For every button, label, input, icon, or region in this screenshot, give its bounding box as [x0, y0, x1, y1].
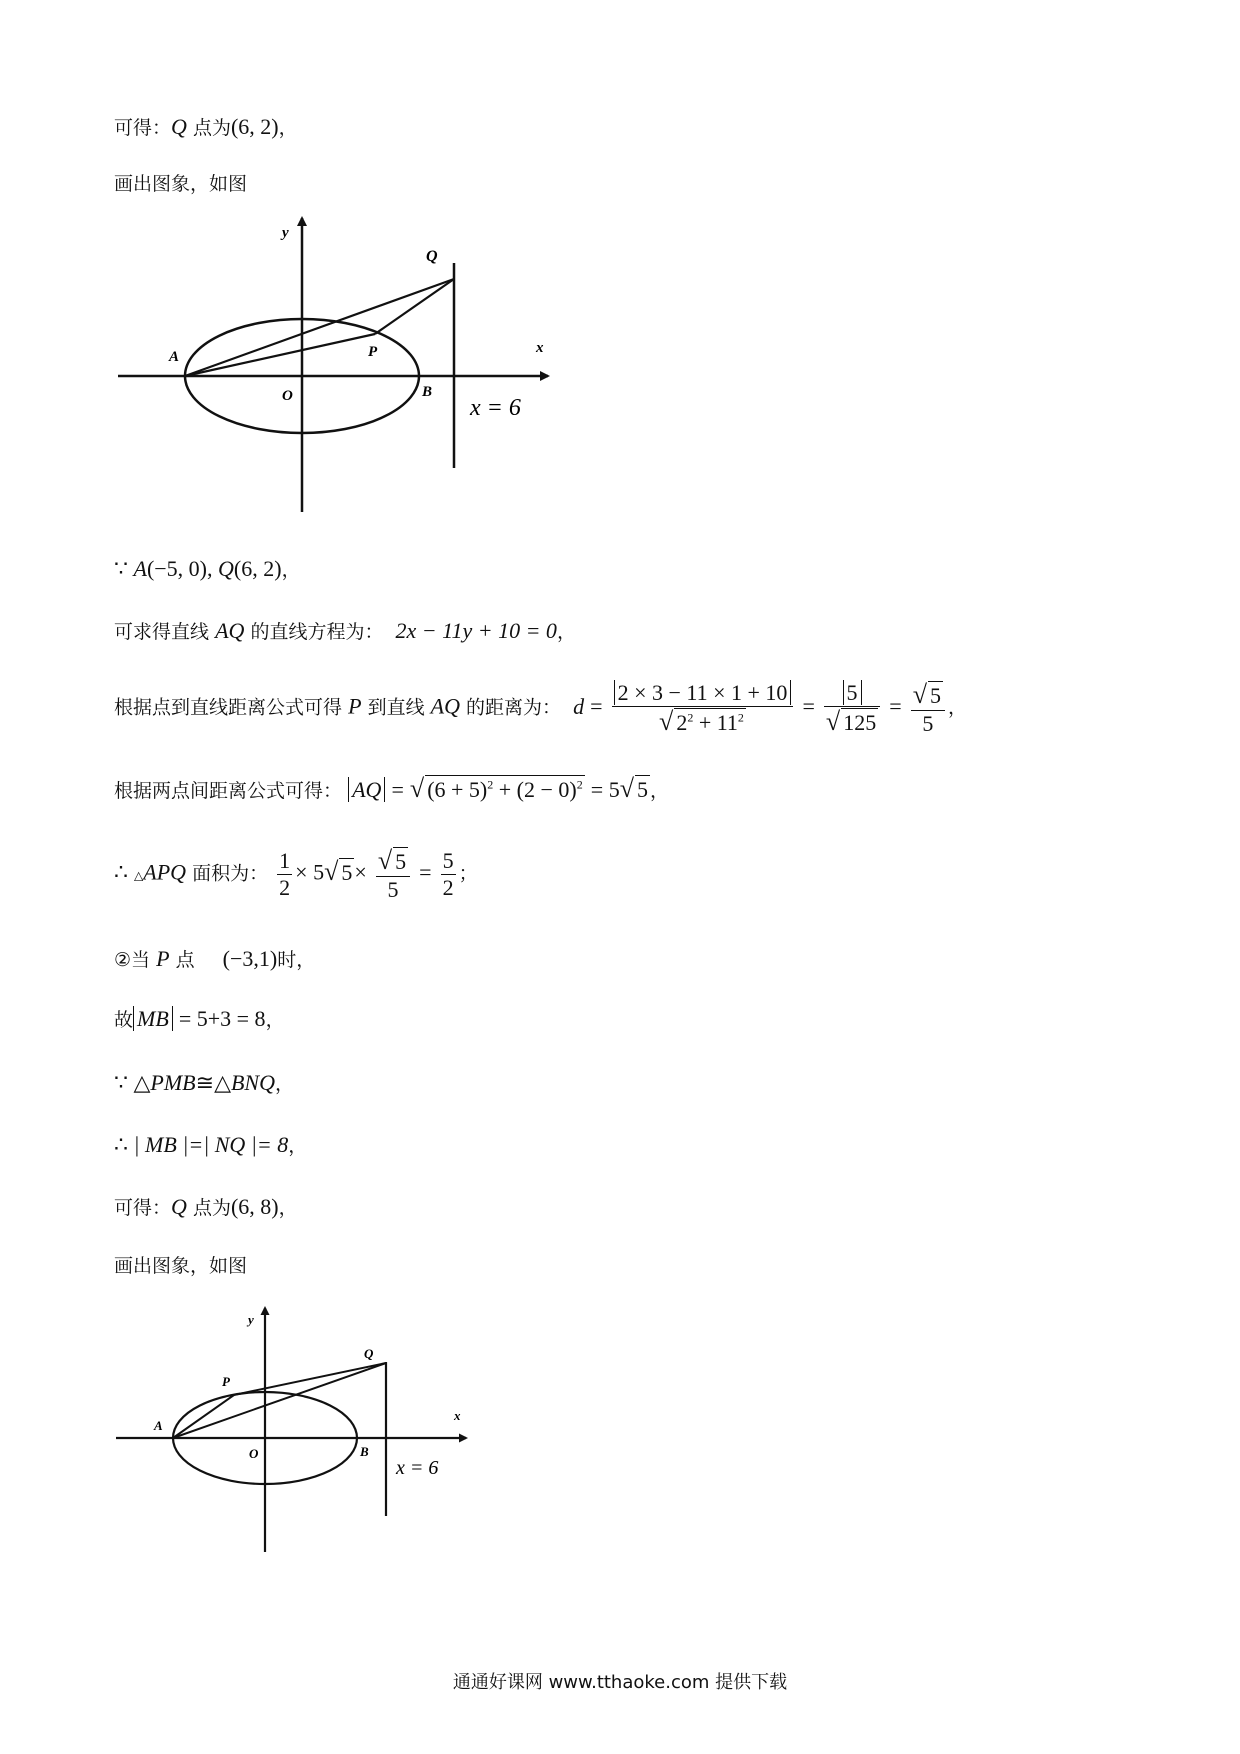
var-q: Q — [171, 114, 187, 139]
line-mb-nq — [114, 1134, 307, 1156]
root: 5 — [341, 859, 353, 885]
line-draw-graph-1: 画出图象，如图 — [114, 173, 248, 195]
plus: + — [493, 777, 517, 802]
equation: 2x − 11y + 10 = 0 — [395, 618, 557, 643]
times: × — [354, 859, 367, 885]
text: ， — [274, 1073, 294, 1095]
text: 根据两点间距离公式可得： — [114, 780, 343, 802]
label-a: A — [154, 1418, 163, 1433]
term-2: (2 − 0) — [516, 777, 577, 802]
triangle-symbol: △ — [133, 1070, 151, 1095]
text: ②当 — [114, 949, 151, 971]
numerator: 5 — [442, 848, 454, 873]
denominator: 2 — [279, 875, 291, 900]
label-p: P — [368, 344, 378, 360]
segment-aq — [185, 279, 454, 376]
text: ； — [458, 862, 478, 885]
line-area: ∴ △APQ 面积为： $\frac{1}{2}$ × 5√ 5× $\frac{√ 5}{5}$ = $\frac{5}{2}$ ； — [114, 846, 478, 902]
text: 面积为： — [192, 862, 269, 885]
label-line-x6: x = 6 — [470, 395, 521, 421]
text: ， — [947, 696, 967, 719]
numerator-1: 2 × 3 − 11 × 1 + 10 — [614, 680, 792, 705]
equals: = — [391, 777, 404, 802]
var-d: d — [573, 693, 585, 719]
label-q: Q — [364, 1346, 374, 1361]
text: 的距离为： — [466, 696, 562, 719]
var-p: P — [156, 946, 170, 971]
result-root: 5 — [636, 777, 648, 802]
therefore-symbol: ∴ — [114, 859, 128, 885]
fraction-2: $\frac{5}{√ 125}$ — [824, 682, 880, 735]
because-symbol: ∵ — [114, 1070, 128, 1095]
line-congruent — [114, 1072, 294, 1094]
text: 可得： — [114, 1197, 172, 1219]
coord: (6, 2) — [230, 114, 279, 139]
denominator: 5 — [387, 877, 399, 902]
equals: = — [419, 859, 432, 885]
text: ， — [278, 1197, 298, 1219]
numerator-3: 5 — [929, 683, 941, 708]
line-draw-graph-2: 画出图象，如图 — [114, 1255, 248, 1277]
label-y: y — [248, 1312, 254, 1327]
segment-ap — [185, 334, 375, 376]
abs-aq: AQ — [348, 777, 385, 802]
label-x: x — [454, 1408, 461, 1423]
label-a: A — [169, 349, 180, 365]
text: ， — [288, 1135, 308, 1157]
denominator-3: 5 — [922, 711, 934, 736]
fraction-3: $\frac{√ 5}{5}$ — [911, 682, 945, 735]
equation: = 5+3 = 8 — [178, 1006, 266, 1031]
var-bnq: BNQ — [230, 1070, 275, 1095]
equals: = — [889, 693, 902, 719]
var-pmb: PMB — [150, 1070, 196, 1095]
var-aq: AQ — [430, 693, 460, 719]
text: 到直线 — [367, 696, 425, 719]
result: = 5 — [590, 777, 620, 802]
text: 可求得直线 — [114, 621, 210, 643]
var-q: Q — [218, 556, 234, 581]
var-a: A — [133, 556, 147, 581]
line-distance-formula — [114, 682, 967, 735]
label-b: B — [422, 384, 433, 400]
term-1: (6 + 5) — [427, 777, 488, 802]
line-given-points — [114, 558, 301, 580]
sep: , — [207, 556, 213, 581]
var-p: P — [348, 693, 362, 719]
den-base-2: + 11 — [698, 710, 738, 735]
fraction-root5-5: $\frac{√ 5}{5}$ — [376, 848, 410, 901]
equals: = — [802, 693, 815, 719]
because-symbol: ∵ — [114, 556, 128, 581]
numerator: 5 — [395, 849, 407, 874]
text: ， — [278, 117, 298, 139]
label-x: x — [536, 340, 544, 356]
times: × 5 — [295, 859, 325, 885]
den-base-1: 2 — [676, 710, 688, 735]
line-aq-equation — [114, 620, 576, 642]
line-case-2 — [114, 948, 315, 970]
footer-text: 通通好课网 www.tthaoke.com 提供下载 — [452, 1672, 788, 1693]
text: 时， — [277, 949, 316, 971]
text: ， — [649, 780, 669, 802]
var-q: Q — [171, 1194, 187, 1219]
figure-2 — [110, 1302, 480, 1552]
line-aq-length: 根据两点间距离公式可得： AQ = √ $(6 + 5)^2 + (2 - 0)^2 = 5√$ 5 ， — [114, 774, 669, 803]
fraction-half — [277, 850, 292, 899]
denominator: 2 — [442, 875, 454, 900]
line-q-point-2 — [114, 1196, 298, 1218]
label-o: O — [249, 1446, 259, 1461]
text: 根据点到直线距离公式可得 — [114, 696, 343, 719]
text: 点为 — [186, 117, 231, 139]
label-b: B — [360, 1444, 369, 1459]
text: 点为 — [186, 1197, 231, 1219]
coord-q: (6, 2) — [233, 556, 282, 581]
congruent-symbol: ≅ — [195, 1070, 215, 1095]
label-y: y — [282, 225, 289, 241]
label-o: O — [282, 388, 293, 404]
text: ， — [265, 1009, 285, 1031]
text: ， — [556, 621, 576, 643]
text: 点 — [175, 949, 195, 971]
expression: | MB |=| NQ |= 8 — [133, 1132, 289, 1157]
line-q-point-1 — [114, 116, 298, 138]
numerator: 1 — [279, 848, 291, 873]
label-line-x6: x = 6 — [396, 1457, 439, 1479]
var-apq: APQ — [143, 859, 187, 885]
triangle-symbol: △ — [134, 868, 144, 883]
coord: (6, 8) — [230, 1194, 279, 1219]
equals: = — [590, 693, 603, 719]
label-q: Q — [426, 248, 438, 265]
text: 的直线方程为： — [250, 621, 384, 643]
numerator-2: 5 — [843, 680, 862, 705]
abs-mb: MB — [133, 1006, 173, 1031]
triangle-symbol: △ — [214, 1070, 231, 1095]
text: 可得： — [114, 117, 172, 139]
coord: (−3,1) — [222, 946, 278, 971]
var-aq: AQ — [215, 618, 245, 643]
denominator-2: 125 — [843, 710, 877, 735]
text: ， — [281, 559, 301, 581]
therefore-symbol: ∴ — [114, 1132, 128, 1157]
coord-a: (−5, 0) — [146, 556, 208, 581]
text: 故 — [114, 1009, 134, 1031]
label-p: P — [222, 1374, 230, 1389]
segment-pq — [375, 279, 454, 334]
line-mb — [114, 1008, 285, 1030]
fraction-5-2 — [441, 850, 456, 899]
figure-1 — [110, 212, 550, 512]
fraction-1: $\frac{2 \times 3 - 11 \times 1 + 10}{√ 2^2 + 11^2}$ — [612, 682, 794, 735]
